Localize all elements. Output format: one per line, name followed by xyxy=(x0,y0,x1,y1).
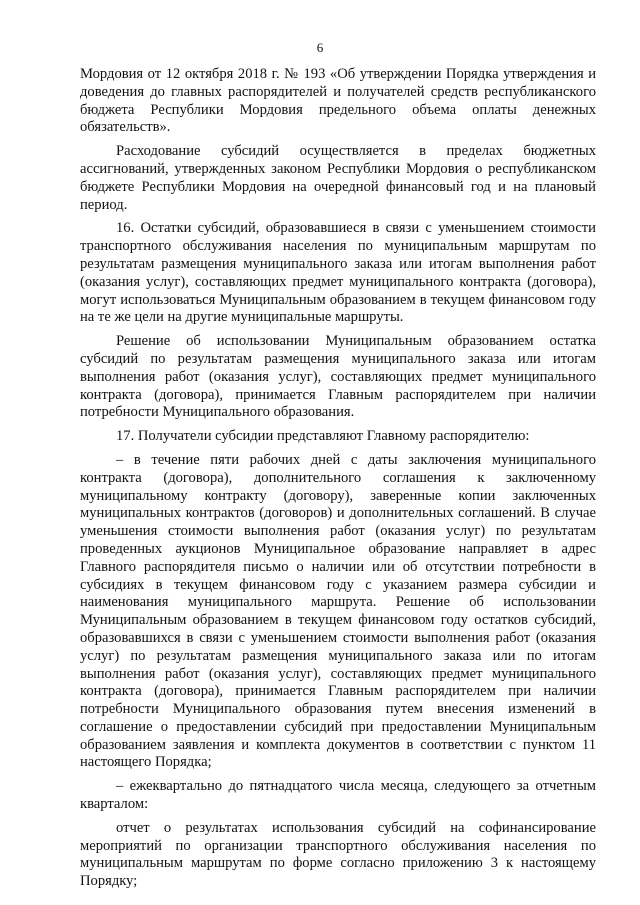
paragraph-item-16: 16. Остатки субсидий, образовавшиеся в связи с уменьшением стоимости транспортного обслуживания населения по муниципальным маршрутам по результатам размещения муниципального заказа или итогам выполнения работ (оказания услуг), составляющих предмет муниципального контракта (договора), могут использоваться Муниципальным образованием в текущем финансовом году на те же цели на другие муниципальные маршруты. xyxy=(80,220,596,326)
paragraph-item-17: 17. Получатели субсидии представляют Главному распорядителю: xyxy=(116,428,530,445)
paragraph-remainder-decision: Решение об использовании Муниципальным образованием остатка субсидий по результатам размещения муниципального заказа или итогам выполнения работ (оказания услуг), составляющих предмет муниципального контракта (договора), принимается Главным распорядителем при наличии потребности Муниципального образования. xyxy=(80,333,596,421)
paragraph-quarterly-list-item: – ежеквартально до пятнадцатого числа месяца, следующего за отчетным кварталом: xyxy=(80,778,596,813)
page-number: 6 xyxy=(316,40,324,55)
paragraph-continuation: Мордовия от 12 октября 2018 г. № 193 «Об утверждении Порядка утверждения и доведения до главных распорядителей и получателей средств республиканского бюджета Республики Мордовия предельного объема оплаты денежных обязательств». xyxy=(80,66,596,136)
paragraph-subsidy-spending: Расходование субсидий осуществляется в пределах бюджетных ассигнований, утвержденных законом Республики Мордовия о республиканском бюджете Республики Мордовия на очередной финансовый год и на плановый период. xyxy=(80,143,596,213)
paragraph-report: отчет о результатах использования субсидий на софинансирование мероприятий по организации транспортного обслуживания населения по муниципальным маршрутам по форме согласно приложению 3 к настоящему Порядку; xyxy=(80,819,596,890)
paragraph-five-days-list-item: – в течение пяти рабочих дней с даты заключения муниципального контракта (договора), дополнительного соглашения к заключенному муниципальному контракту (договору), заверенные копии заключенных муниципальных контрактов (договоров) и дополнительных соглашений. В случае уменьшения стоимости выполнения работ (оказания услуг) по результатам проведенных аукционов Муниципальное образование направляет в адрес Главного распорядителя письмо о наличии или об отсутствии потребности в субсидиях в текущем финансовом году с указанием размера субсидии и наименования муниципального маршрута. Решение об использовании Муниципальным образованием в текущем финансовом году остатков субсидий, образовавшихся в связи с уменьшением стоимости выполнения работ (оказания услуг) по результатам размещения муниципального заказа или по итогам выполнения работ (оказания услуг), составляющих предмет муниципального контракта (договора), принимается Главным распорядителем при наличии потребности Муниципального образования путем внесения изменений в соглашение о предоставлении субсидий при предоставлении Муниципальным образованием заявления и комплекта документов в соответствии с пунктом 11 настоящего Порядка; xyxy=(80,451,596,771)
document-body xyxy=(80,66,596,897)
